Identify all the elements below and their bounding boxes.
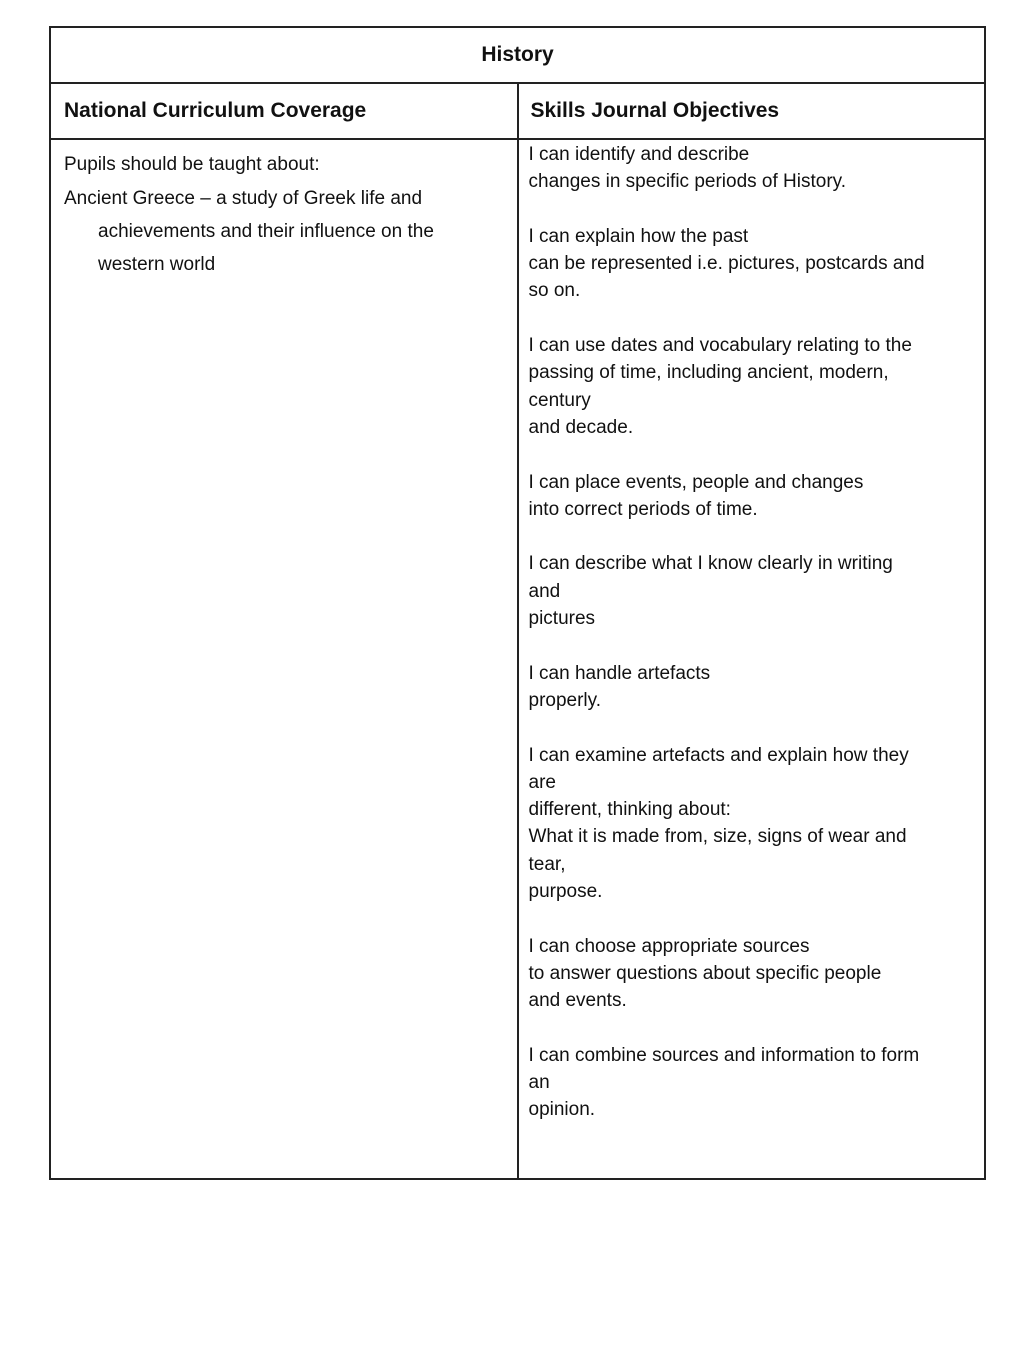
objective-line: I can choose appropriate sources bbox=[528, 935, 810, 957]
objective-line: I can examine artefacts and explain how they bbox=[528, 744, 909, 766]
objective-line: opinion. bbox=[528, 1099, 596, 1121]
objective-line: I can place events, people and changes bbox=[528, 471, 864, 493]
objective-line: I can explain how the past bbox=[528, 225, 749, 247]
objective-line: I can combine sources and information to form bbox=[528, 1044, 920, 1066]
objective-line: tear, bbox=[528, 853, 566, 875]
objective-line: passing of time, including ancient, modern, bbox=[528, 362, 889, 384]
objective-item bbox=[529, 933, 973, 1015]
objective-line: I can describe what I know clearly in writing bbox=[528, 553, 893, 575]
objective-line: properly. bbox=[528, 689, 602, 711]
title-row bbox=[50, 27, 985, 83]
column-header-curriculum: National Curriculum Coverage bbox=[50, 83, 518, 139]
header-row bbox=[50, 83, 985, 139]
objective-line: pictures bbox=[528, 608, 596, 630]
objective-item bbox=[529, 550, 973, 632]
objective-line: I can identify and describe bbox=[528, 144, 750, 165]
curriculum-intro: Pupils should be taught about: bbox=[64, 154, 320, 175]
objective-item bbox=[529, 469, 973, 524]
objective-line: century bbox=[528, 389, 591, 411]
objectives-list bbox=[529, 141, 973, 1124]
objective-line: different, thinking about: bbox=[528, 799, 731, 821]
objective-line: purpose. bbox=[528, 881, 603, 903]
table-title: History bbox=[50, 27, 985, 83]
objective-line: are bbox=[528, 771, 556, 793]
column-header-objectives: Skills Journal Objectives bbox=[518, 83, 986, 139]
objective-line: into correct periods of time. bbox=[528, 498, 758, 520]
objective-line: can be represented i.e. pictures, postcards and bbox=[528, 253, 925, 275]
objective-line: an bbox=[528, 1072, 550, 1094]
history-table bbox=[49, 26, 986, 1180]
objective-item bbox=[529, 332, 973, 441]
objective-line: and events. bbox=[528, 990, 627, 1012]
objective-line: I can handle artefacts bbox=[528, 662, 711, 684]
objective-item bbox=[529, 742, 973, 906]
objective-line: What it is made from, size, signs of wear and bbox=[528, 826, 907, 848]
objective-item bbox=[529, 660, 973, 715]
objective-line: to answer questions about specific people bbox=[528, 962, 882, 984]
objective-line: so on. bbox=[528, 280, 581, 302]
objectives-cell bbox=[518, 139, 986, 1179]
objective-line: changes in specific periods of History. bbox=[528, 171, 847, 193]
curriculum-topic: Ancient Greece – a study of Greek life and achievements and their influence on the western world bbox=[64, 188, 434, 275]
objective-line: I can use dates and vocabulary relating to the bbox=[528, 335, 912, 357]
curriculum-cell bbox=[50, 139, 518, 1179]
objective-line: and decade. bbox=[528, 416, 634, 438]
objective-item bbox=[529, 223, 973, 305]
objective-item bbox=[529, 141, 973, 196]
objective-item bbox=[529, 1042, 973, 1124]
content-row bbox=[50, 139, 985, 1179]
objective-line: and bbox=[528, 580, 561, 602]
